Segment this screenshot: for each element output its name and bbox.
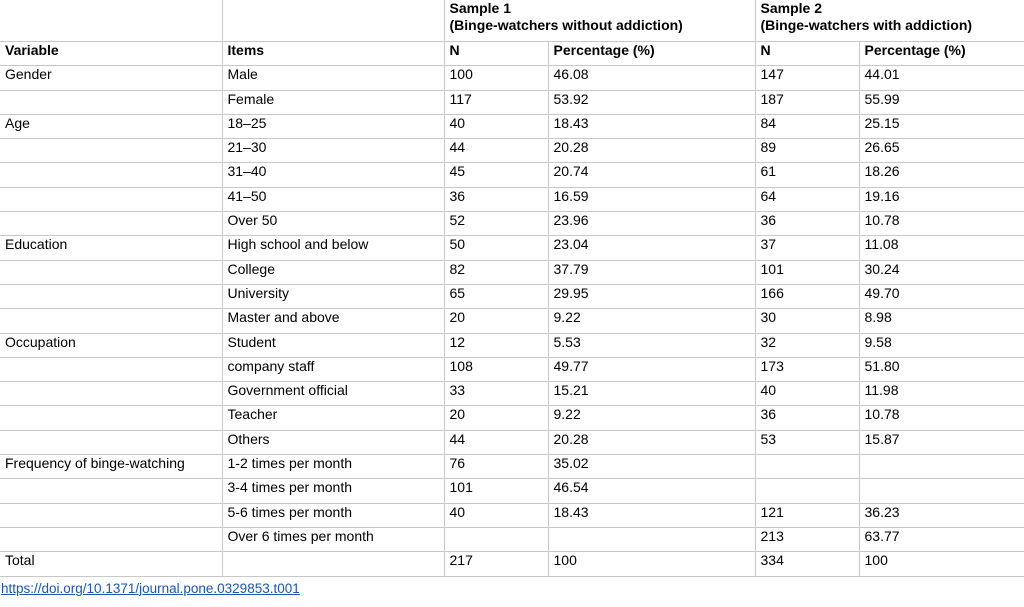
sample-header-row [0, 0, 1024, 42]
variable-cell [0, 212, 222, 236]
percentage-sample1-cell: 16.59 [548, 187, 755, 211]
percentage-sample1-cell: 18.43 [548, 114, 755, 138]
table-row [0, 260, 1024, 284]
table-row [0, 430, 1024, 454]
n-sample1-cell: 65 [444, 284, 548, 308]
n-sample2-cell: 166 [755, 284, 859, 308]
table-row [0, 382, 1024, 406]
percentage-sample1-cell: 37.79 [548, 260, 755, 284]
variable-cell [0, 139, 222, 163]
item-cell: Student [222, 333, 444, 357]
percentage-sample1-cell: 53.92 [548, 90, 755, 114]
table-row [0, 90, 1024, 114]
column-header-variable: Variable [0, 42, 222, 66]
column-header-items: Items [222, 42, 444, 66]
table-row [0, 284, 1024, 308]
n-sample2-cell: 121 [755, 503, 859, 527]
percentage-sample1-cell: 20.74 [548, 163, 755, 187]
n-sample1-cell: 44 [444, 139, 548, 163]
percentage-sample1-cell: 100 [548, 552, 755, 576]
column-header-row [0, 42, 1024, 66]
item-cell: 31–40 [222, 163, 444, 187]
percentage-sample2-cell: 25.15 [859, 114, 1024, 138]
variable-cell [0, 503, 222, 527]
variable-cell: Gender [0, 66, 222, 90]
sample1-subtitle: (Binge-watchers without addiction) [449, 17, 683, 33]
n-sample2-cell [755, 479, 859, 503]
percentage-sample1-cell: 35.02 [548, 455, 755, 479]
n-sample2-cell: 37 [755, 236, 859, 260]
n-sample1-cell: 117 [444, 90, 548, 114]
item-cell: company staff [222, 357, 444, 381]
n-sample1-cell: 40 [444, 503, 548, 527]
n-sample2-cell: 53 [755, 430, 859, 454]
n-sample2-cell: 334 [755, 552, 859, 576]
variable-cell [0, 90, 222, 114]
item-cell: 21–30 [222, 139, 444, 163]
variable-cell: Occupation [0, 333, 222, 357]
n-sample2-cell: 32 [755, 333, 859, 357]
item-cell: Others [222, 430, 444, 454]
item-cell: 18–25 [222, 114, 444, 138]
percentage-sample2-cell: 36.23 [859, 503, 1024, 527]
n-sample1-cell: 52 [444, 212, 548, 236]
percentage-sample1-cell [548, 527, 755, 551]
n-sample1-cell: 82 [444, 260, 548, 284]
percentage-sample1-cell: 20.28 [548, 430, 755, 454]
n-sample1-cell: 12 [444, 333, 548, 357]
table-row [0, 114, 1024, 138]
percentage-sample1-cell: 23.96 [548, 212, 755, 236]
percentage-sample1-cell: 46.54 [548, 479, 755, 503]
percentage-sample2-cell [859, 479, 1024, 503]
percentage-sample1-cell: 20.28 [548, 139, 755, 163]
item-cell: 1-2 times per month [222, 455, 444, 479]
variable-cell [0, 163, 222, 187]
variable-cell [0, 430, 222, 454]
n-sample1-cell: 44 [444, 430, 548, 454]
n-sample1-cell: 50 [444, 236, 548, 260]
item-cell: 3-4 times per month [222, 479, 444, 503]
n-sample1-cell [444, 527, 548, 551]
table-row [0, 66, 1024, 90]
percentage-sample1-cell: 18.43 [548, 503, 755, 527]
variable-cell [0, 382, 222, 406]
n-sample2-cell: 101 [755, 260, 859, 284]
n-sample1-cell: 40 [444, 114, 548, 138]
column-header-n-sample1: N [444, 42, 548, 66]
variable-cell: Age [0, 114, 222, 138]
percentage-sample1-cell: 15.21 [548, 382, 755, 406]
variable-cell [0, 406, 222, 430]
n-sample2-cell: 36 [755, 406, 859, 430]
sample2-header [755, 0, 1024, 42]
item-cell: Teacher [222, 406, 444, 430]
n-sample2-cell: 30 [755, 309, 859, 333]
n-sample2-cell: 84 [755, 114, 859, 138]
percentage-sample2-cell: 11.08 [859, 236, 1024, 260]
n-sample2-cell: 187 [755, 90, 859, 114]
item-cell: University [222, 284, 444, 308]
item-cell: Over 50 [222, 212, 444, 236]
n-sample2-cell: 64 [755, 187, 859, 211]
n-sample2-cell [755, 455, 859, 479]
n-sample2-cell: 61 [755, 163, 859, 187]
percentage-sample1-cell: 29.95 [548, 284, 755, 308]
variable-cell [0, 284, 222, 308]
n-sample2-cell: 89 [755, 139, 859, 163]
table-row [0, 455, 1024, 479]
empty-header-cell [0, 0, 222, 42]
n-sample1-cell: 33 [444, 382, 548, 406]
percentage-sample1-cell: 5.53 [548, 333, 755, 357]
table-row [0, 406, 1024, 430]
empty-header-cell [222, 0, 444, 42]
percentage-sample2-cell [859, 455, 1024, 479]
item-cell: Female [222, 90, 444, 114]
table-row [0, 503, 1024, 527]
item-cell: Master and above [222, 309, 444, 333]
item-cell: College [222, 260, 444, 284]
column-header-percentage-sample2: Percentage (%) [859, 42, 1024, 66]
percentage-sample1-cell: 46.08 [548, 66, 755, 90]
table-row [0, 139, 1024, 163]
item-cell: 41–50 [222, 187, 444, 211]
percentage-sample2-cell: 15.87 [859, 430, 1024, 454]
column-header-percentage-sample1: Percentage (%) [548, 42, 755, 66]
percentage-sample2-cell: 9.58 [859, 333, 1024, 357]
percentage-sample2-cell: 51.80 [859, 357, 1024, 381]
n-sample1-cell: 76 [444, 455, 548, 479]
doi-caption [1, 581, 1024, 596]
n-sample2-cell: 36 [755, 212, 859, 236]
percentage-sample2-cell: 49.70 [859, 284, 1024, 308]
variable-cell: Frequency of binge-watching [0, 455, 222, 479]
n-sample2-cell: 40 [755, 382, 859, 406]
percentage-sample2-cell: 30.24 [859, 260, 1024, 284]
sample1-title: Sample 1 [449, 0, 511, 16]
percentage-sample2-cell: 18.26 [859, 163, 1024, 187]
item-cell [222, 552, 444, 576]
table-row [0, 333, 1024, 357]
n-sample2-cell: 173 [755, 357, 859, 381]
n-sample1-cell: 100 [444, 66, 548, 90]
item-cell: High school and below [222, 236, 444, 260]
variable-cell [0, 357, 222, 381]
variable-cell: Total [0, 552, 222, 576]
variable-cell [0, 187, 222, 211]
percentage-sample2-cell: 10.78 [859, 406, 1024, 430]
percentage-sample2-cell: 63.77 [859, 527, 1024, 551]
table-row [0, 187, 1024, 211]
table-row [0, 479, 1024, 503]
variable-cell [0, 309, 222, 333]
variable-cell [0, 260, 222, 284]
variable-cell: Education [0, 236, 222, 260]
percentage-sample2-cell: 11.98 [859, 382, 1024, 406]
n-sample2-cell: 213 [755, 527, 859, 551]
n-sample1-cell: 217 [444, 552, 548, 576]
percentage-sample1-cell: 23.04 [548, 236, 755, 260]
percentage-sample2-cell: 19.16 [859, 187, 1024, 211]
percentage-sample2-cell: 44.01 [859, 66, 1024, 90]
table-row [0, 309, 1024, 333]
n-sample1-cell: 45 [444, 163, 548, 187]
table-row [0, 527, 1024, 551]
item-cell: Government official [222, 382, 444, 406]
percentage-sample2-cell: 8.98 [859, 309, 1024, 333]
table-row [0, 552, 1024, 576]
table-row [0, 212, 1024, 236]
item-cell: Over 6 times per month [222, 527, 444, 551]
n-sample1-cell: 20 [444, 309, 548, 333]
item-cell: 5-6 times per month [222, 503, 444, 527]
table-row [0, 163, 1024, 187]
table-row [0, 357, 1024, 381]
sample2-title: Sample 2 [760, 0, 822, 16]
item-cell: Male [222, 66, 444, 90]
percentage-sample1-cell: 9.22 [548, 406, 755, 430]
n-sample1-cell: 101 [444, 479, 548, 503]
sample1-header [444, 0, 755, 42]
n-sample1-cell: 20 [444, 406, 548, 430]
column-header-n-sample2: N [755, 42, 859, 66]
table-row [0, 236, 1024, 260]
percentage-sample2-cell: 55.99 [859, 90, 1024, 114]
percentage-sample1-cell: 9.22 [548, 309, 755, 333]
variable-cell [0, 527, 222, 551]
variable-cell [0, 479, 222, 503]
doi-link[interactable]: https://doi.org/10.1371/journal.pone.0329853.t001 [1, 580, 300, 596]
n-sample1-cell: 108 [444, 357, 548, 381]
percentage-sample2-cell: 26.65 [859, 139, 1024, 163]
percentage-sample1-cell: 49.77 [548, 357, 755, 381]
n-sample1-cell: 36 [444, 187, 548, 211]
percentage-sample2-cell: 100 [859, 552, 1024, 576]
percentage-sample2-cell: 10.78 [859, 212, 1024, 236]
sample2-subtitle: (Binge-watchers with addiction) [760, 17, 973, 33]
n-sample2-cell: 147 [755, 66, 859, 90]
